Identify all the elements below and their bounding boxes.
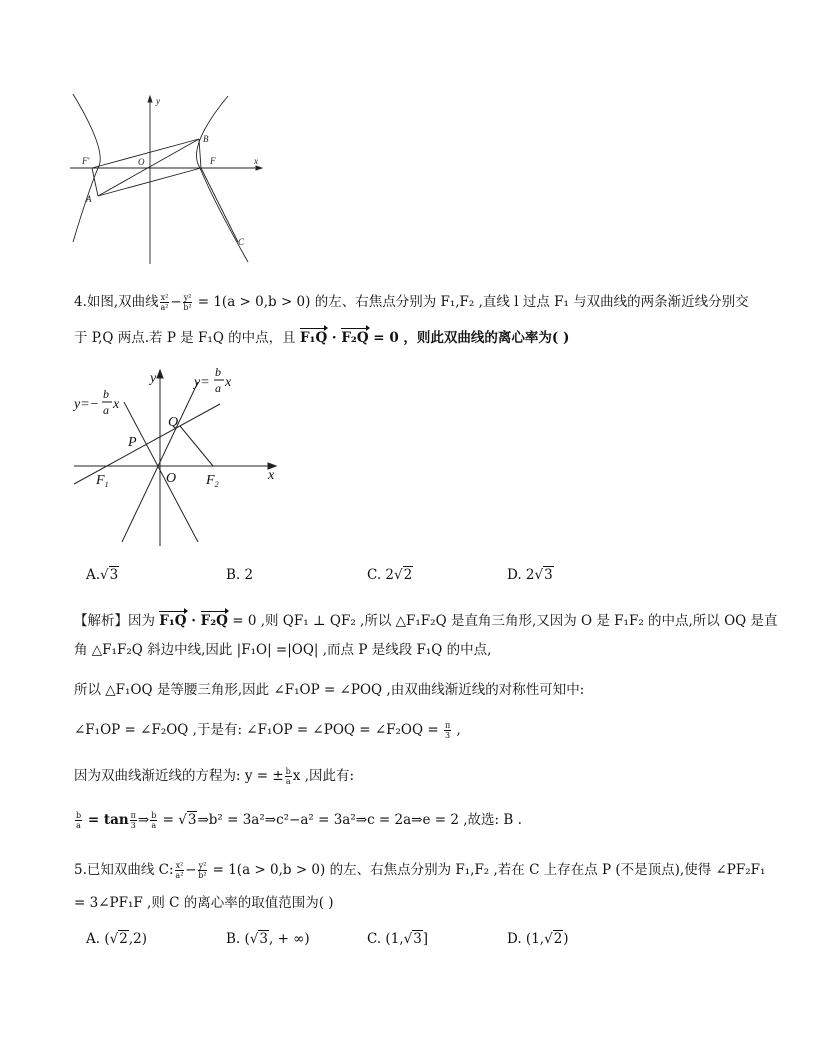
- hyperbola-figure-2: [70, 362, 285, 550]
- q5-option-a[interactable]: A. (√2,2): [86, 931, 147, 947]
- svg-text:a: a: [103, 403, 109, 417]
- solution-line-4: ∠F₁OP = ∠F₂OQ ,于是有: ∠F₁OP = ∠POQ = ∠F₂OQ = $\frac{\pi}{3}$ ,: [74, 721, 461, 740]
- svg-text:x: x: [113, 397, 120, 412]
- solution-line-3: 所以 △F₁OQ 是等腰三角形,因此 ∠F₁OP = ∠POQ ,由双曲线渐近线的对称性可知中:: [74, 682, 585, 698]
- fig1-label-A: A: [86, 194, 92, 204]
- q5-option-d[interactable]: D. (1,√2): [507, 931, 569, 947]
- solution-line-1: 【解析】因为 F₁Q · F₂Q = 0 ,则 QF₁ ⊥ QF₂ ,所以 △F₁F₂Q 是直角三角形,又因为 O 是 F₁F₂ 的中点,所以 OQ 是直: [74, 613, 778, 629]
- fig2-label-P: P: [128, 435, 137, 450]
- fig2-label-F1: $F_1$: [96, 473, 109, 489]
- q5-option-b[interactable]: B. (√3, + ∞): [226, 931, 310, 947]
- q4-option-b[interactable]: B. 2: [226, 567, 254, 583]
- solution-line-6: $\frac{b}{a}$ = tan $\frac{\pi}{3}$ ⇒ $\frac{b}{a}$ = √3⇒b² = 3a²⇒c²−a² = 3a²⇒c = 2a⇒e = 2 ,故选: B .: [76, 811, 522, 830]
- svg-text:b: b: [103, 387, 109, 401]
- fig1-label-y: y: [156, 96, 160, 106]
- solution-line-5: 因为双曲线渐近线的方程为: y = ± $\frac{b}{a}$ x ,因此有:: [74, 767, 355, 786]
- q4-option-a[interactable]: A.√3: [86, 567, 119, 583]
- fig2-label-asym-pos: y=: [194, 375, 210, 390]
- fig2-label-Q: Q: [168, 415, 179, 430]
- solution-line-2: 角 △F₁F₂Q 斜边中线,因此 |F₁O| =|OQ| ,而点 P 是线段 F₁Q 的中点,: [74, 642, 492, 658]
- svg-text:a: a: [215, 381, 221, 395]
- fig1-label-B: B: [203, 134, 209, 144]
- q5-line-2: = 3∠PF₁F ,则 C 的离心率的取值范围为( ): [74, 895, 334, 911]
- fig1-label-F: F: [210, 156, 216, 166]
- fig2-label-O: O: [166, 471, 177, 486]
- fig1-label-x: x: [254, 156, 258, 166]
- q4-option-d[interactable]: D. 2√3: [507, 567, 553, 583]
- q4-option-c[interactable]: C. 2√2: [367, 567, 413, 583]
- fig2-label-F2: $F_2$: [206, 473, 219, 489]
- line-l: [74, 404, 220, 484]
- asymptote-neg: [124, 402, 198, 542]
- q5-option-c[interactable]: C. (1,√3]: [367, 931, 429, 947]
- fig1-label-F1: F': [82, 156, 90, 166]
- svg-text:b: b: [215, 365, 221, 379]
- q4-line-1: 4.如图,双曲线 $\frac{\text{x²}}{\text{a²}}$ − $\frac{\text{y²}}{\text{b²}}$ = 1(a > 0,b > 0) 的左、右焦点分别为 F₁,F₂ ,直线 l 过点 F₁ 与双曲线的两条渐近线分别交: [74, 293, 749, 312]
- svg-text:x: x: [225, 375, 232, 390]
- fig1-label-O: O: [138, 157, 145, 167]
- fig2-label-asym-neg: y=−: [74, 397, 100, 412]
- hyperbola-figure-1: [68, 92, 268, 267]
- fig2-label-y: y: [150, 371, 157, 386]
- q5-line-1: 5.已知双曲线 C: $\frac{\text{x²}}{\text{a²}}$ − $\frac{\text{y²}}{\text{b²}}$ = 1(a > 0,b > 0) 的左、右焦点分别为 F₁,F₂ ,若在 C 上存在点 P (不是顶点),使得 ∠PF₂F₁: [74, 861, 766, 880]
- fig1-label-C: C: [238, 237, 245, 247]
- segment-QF2: [180, 426, 213, 466]
- fig2-label-x: x: [268, 468, 275, 483]
- q4-line-2: 于 P,Q 两点.若 P 是 F₁Q 的中点，且 F₁Q · F₂Q = 0 ，则此双曲线的离心率为( ): [74, 330, 570, 346]
